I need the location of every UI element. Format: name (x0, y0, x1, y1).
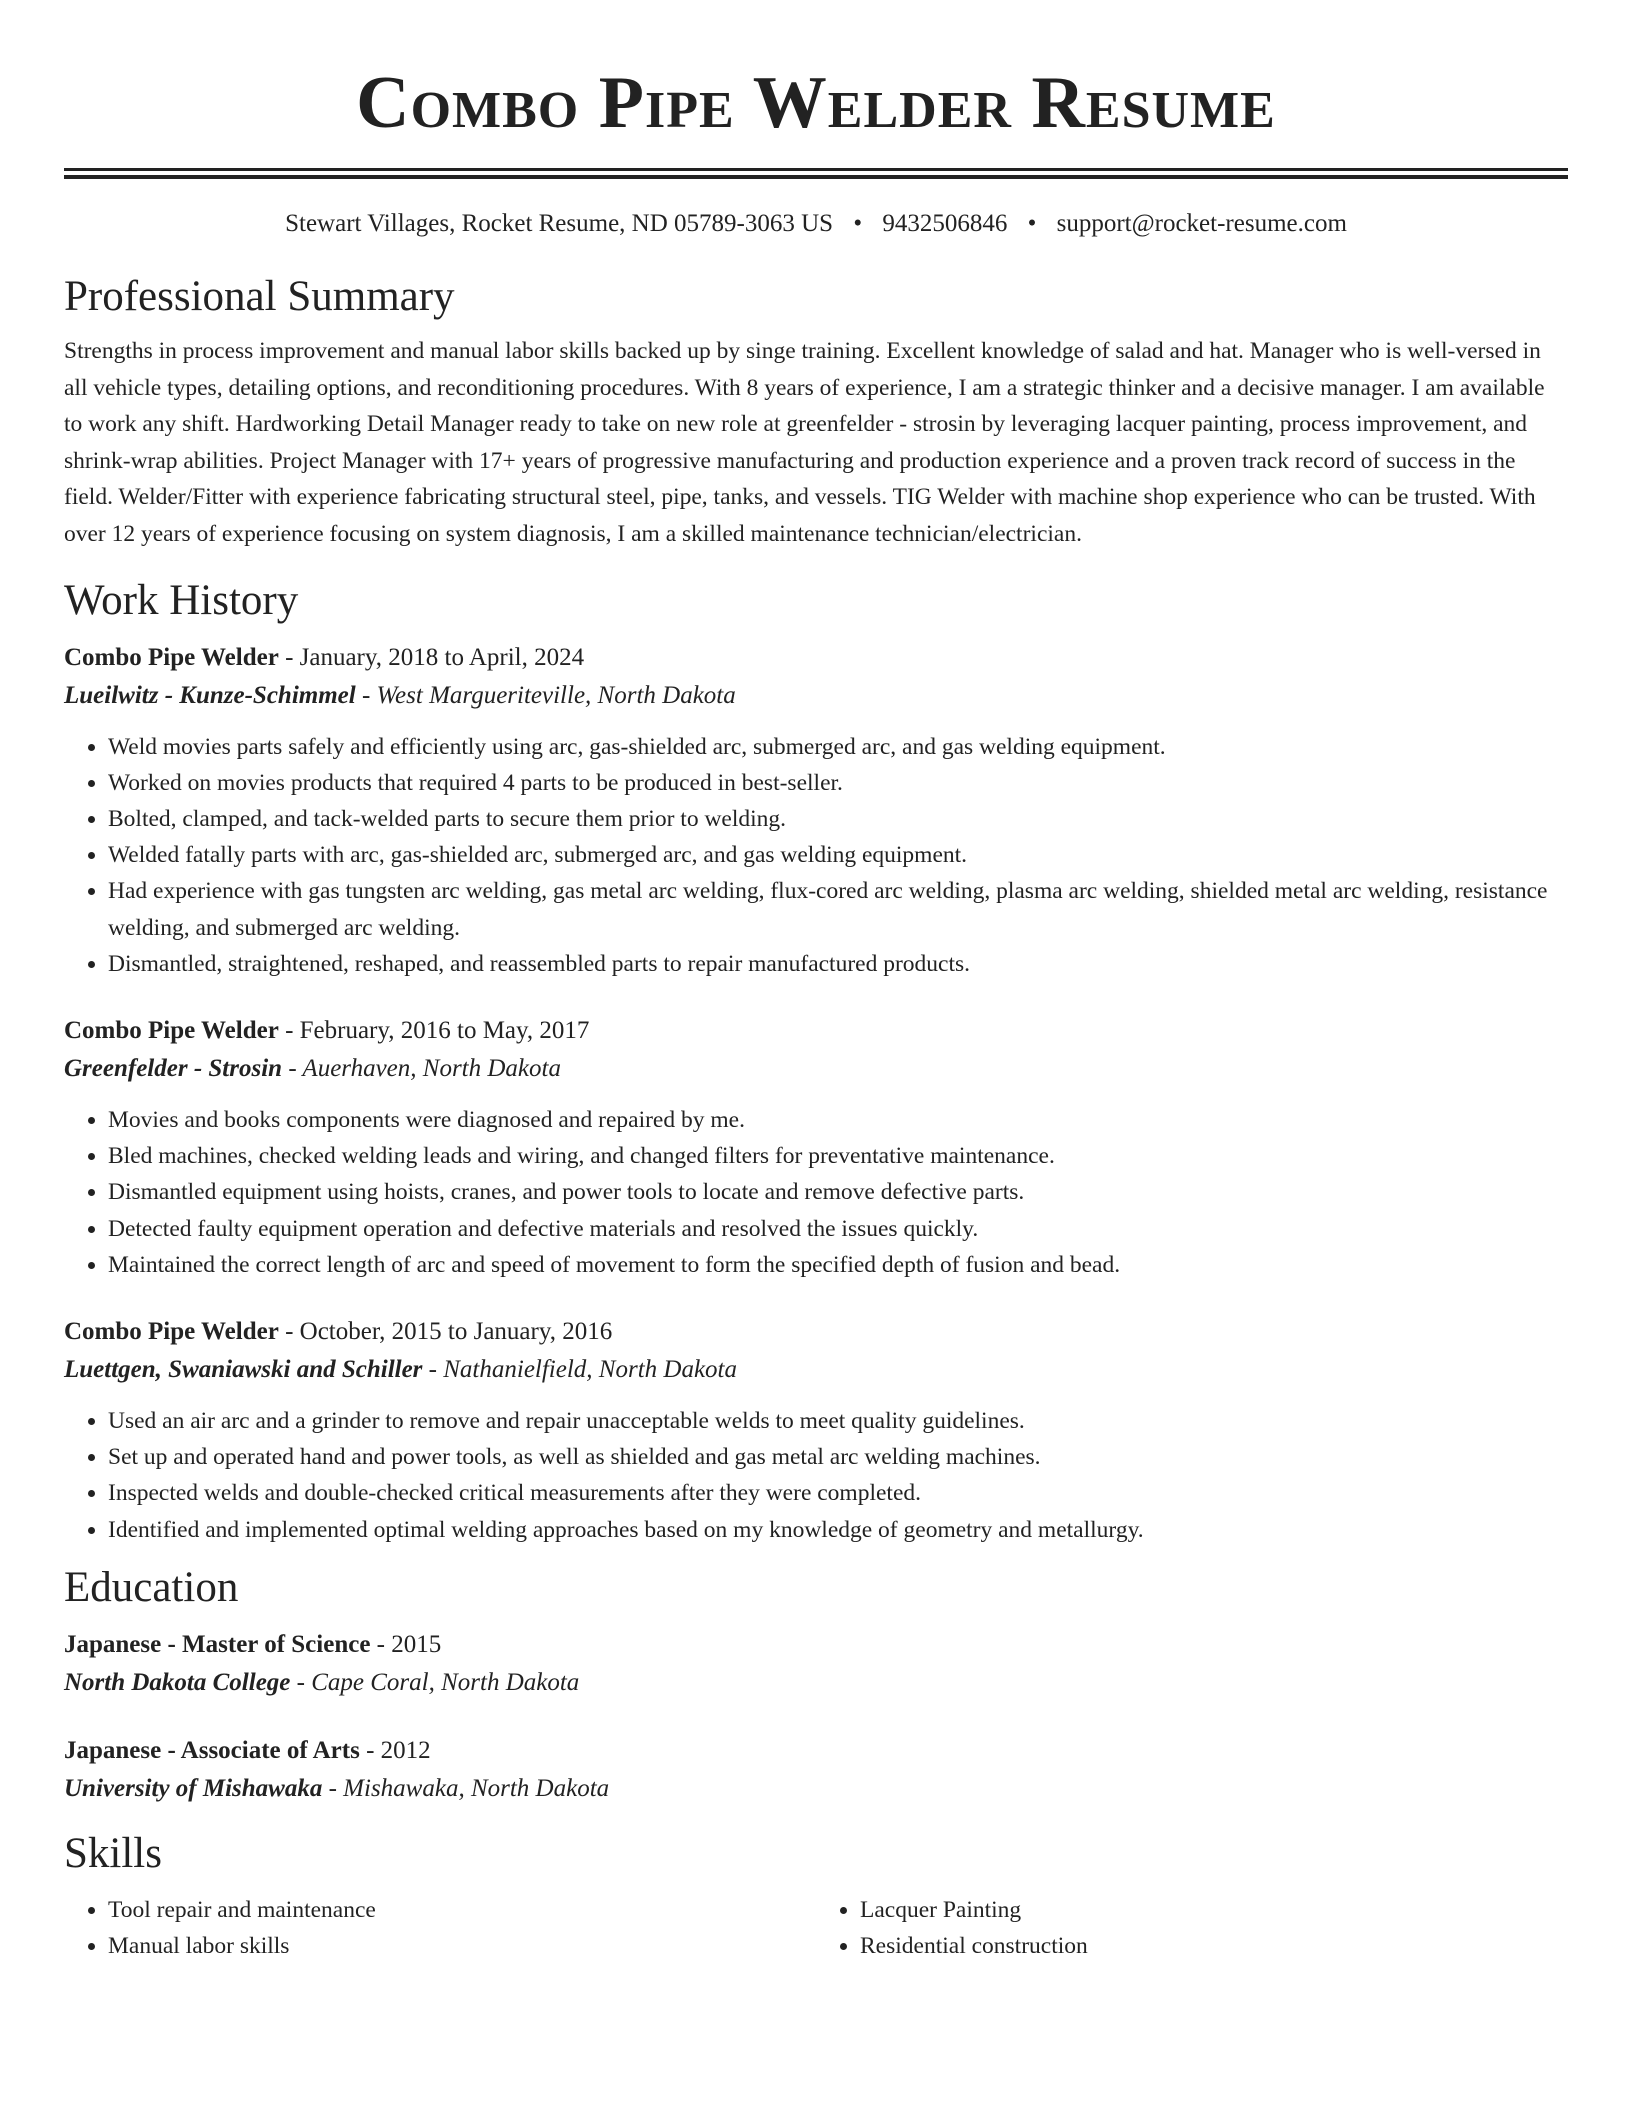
list-item: • Tool repair and maintenance (108, 1892, 816, 1928)
education-heading: Education (64, 1563, 239, 1611)
contact-address: Stewart Villages, Rocket Resume, ND 05789-3063 US (285, 210, 834, 237)
resume-title: Combo Pipe Welder Resume (356, 62, 1276, 144)
education-location: - Cape Coral, North Dakota (290, 1668, 580, 1696)
list-item: • Detected faulty equipment operation and defective materials and resolved the issues quickly. (108, 1211, 1568, 1247)
job-company: Luettgen, Swaniawski and Schiller (64, 1356, 423, 1383)
education-location: - Mishawaka, North Dakota (322, 1774, 610, 1802)
work-history-heading: Work History (64, 576, 299, 624)
job-header (64, 1012, 1568, 1050)
list-item: • Used an air arc and a grinder to remove and repair unacceptable welds to meet quality guidelines. (108, 1403, 1568, 1439)
list-item: • Maintained the correct length of arc and speed of movement to form the specified depth of fusion and bead. (108, 1247, 1568, 1283)
education-year: - 2012 (359, 1736, 431, 1764)
job-employer (64, 1050, 1568, 1088)
contact-line (64, 207, 1568, 241)
skills-list-left (64, 1892, 816, 1964)
summary-heading: Professional Summary (64, 273, 455, 320)
job-dates: - October, 2015 to January, 2016 (278, 1318, 613, 1345)
work-history-section (64, 573, 1568, 1548)
education-degree: Japanese - Associate of Arts (64, 1736, 360, 1764)
education-institution (64, 1664, 1568, 1702)
education-year: - 2015 (370, 1630, 442, 1658)
job-location: - Nathanielfield, North Dakota (422, 1356, 737, 1383)
contact-email: support@rocket-resume.com (1056, 210, 1347, 237)
education-header (64, 1626, 1568, 1664)
list-item: • Movies and books components were diagnosed and repaired by me. (108, 1102, 1568, 1138)
list-item: • Dismantled equipment using hoists, cranes, and power tools to locate and remove defective parts. (108, 1174, 1568, 1210)
list-item: • Bolted, clamped, and tack-welded parts to secure them prior to welding. (108, 801, 1568, 837)
list-item: • Dismantled, straightened, reshaped, and reassembled parts to repair manufactured products. (108, 946, 1568, 982)
list-item: • Residential construction (860, 1928, 1568, 1964)
skills-heading: Skills (64, 1829, 162, 1877)
job-company: Lueilwitz - Kunze-Schimmel (64, 681, 356, 709)
summary-section (64, 269, 1568, 553)
job-employer (64, 677, 1568, 715)
education-section (64, 1560, 1568, 1808)
list-item: • Weld movies parts safely and efficiently using arc, gas-shielded arc, submerged arc, and gas welding equipment. (108, 729, 1568, 765)
education-school: North Dakota College (64, 1668, 291, 1696)
skills-section (64, 1826, 1568, 1964)
list-item: • Manual labor skills (108, 1928, 816, 1964)
skills-columns (64, 1892, 1568, 1964)
job-role: Combo Pipe Welder (64, 1016, 279, 1044)
education-school: University of Mishawaka (64, 1774, 323, 1802)
education-header (64, 1732, 1568, 1770)
job-header (64, 639, 1568, 677)
job-location: - Auerhaven, North Dakota (282, 1054, 561, 1082)
title-divider (64, 168, 1568, 179)
list-item: • Bled machines, checked welding leads and wiring, and changed filters for preventative maintenance. (108, 1138, 1568, 1174)
list-item: • Set up and operated hand and power tools, as well as shielded and gas metal arc welding machines. (108, 1439, 1568, 1475)
job-entry (64, 1012, 1568, 1283)
contact-separator: • (1027, 210, 1037, 237)
job-entry (64, 1313, 1568, 1548)
education-entry (64, 1732, 1568, 1808)
job-dates: - January, 2018 to April, 2024 (278, 643, 585, 671)
job-employer (64, 1351, 1568, 1389)
list-item: • Lacquer Painting (860, 1892, 1568, 1928)
job-company: Greenfelder - Strosin (64, 1054, 283, 1082)
education-entry (64, 1626, 1568, 1702)
job-duties-list (64, 1403, 1568, 1548)
job-location: - West Margueriteville, North Dakota (355, 681, 736, 709)
list-item: • Welded fatally parts with arc, gas-shielded arc, submerged arc, and gas welding equipment. (108, 837, 1568, 873)
job-entry (64, 639, 1568, 982)
job-role: Combo Pipe Welder (64, 1318, 279, 1345)
summary-text: Strengths in process improvement and manual labor skills backed up by singe training. Excellent knowledge of salad and hat. Manager who is well-versed in all vehicle types, detailing options, and reconditioning procedures. With 8 years of experience, I am a strategic thinker and a decisive manager. I am available to work any shift. Hardworking Detail Manager ready to take on new role at greenfelder - strosin by leveraging lacquer painting, process improvement, and shrink-wrap abilities. Project Manager with 17+ years of progressive manufacturing and production experience and a proven track record of success in the field. Welder/Fitter with experience fabricating structural steel, pipe, tanks, and vessels. TIG Welder with machine shop experience who can be trusted. With over 12 years of experience focusing on system diagnosis, I am a skilled maintenance technician/electrician. (64, 338, 1545, 547)
job-dates: - February, 2016 to May, 2017 (278, 1016, 590, 1044)
education-degree: Japanese - Master of Science (64, 1630, 371, 1658)
list-item: • Had experience with gas tungsten arc welding, gas metal arc welding, flux-cored arc welding, plasma arc welding, shielded metal arc welding, resistance welding, and submerged arc welding. (108, 873, 1568, 945)
skills-list-right (816, 1892, 1568, 1964)
job-duties-list (64, 729, 1568, 982)
job-role: Combo Pipe Welder (64, 643, 279, 671)
contact-phone: 9432506846 (882, 210, 1008, 237)
contact-separator: • (853, 210, 863, 237)
list-item: • Worked on movies products that required 4 parts to be produced in best-seller. (108, 765, 1568, 801)
education-institution (64, 1770, 1568, 1808)
job-header (64, 1313, 1568, 1351)
list-item: • Inspected welds and double-checked critical measurements after they were completed. (108, 1475, 1568, 1511)
job-duties-list (64, 1102, 1568, 1283)
list-item: • Identified and implemented optimal welding approaches based on my knowledge of geometry and metallurgy. (108, 1512, 1568, 1548)
